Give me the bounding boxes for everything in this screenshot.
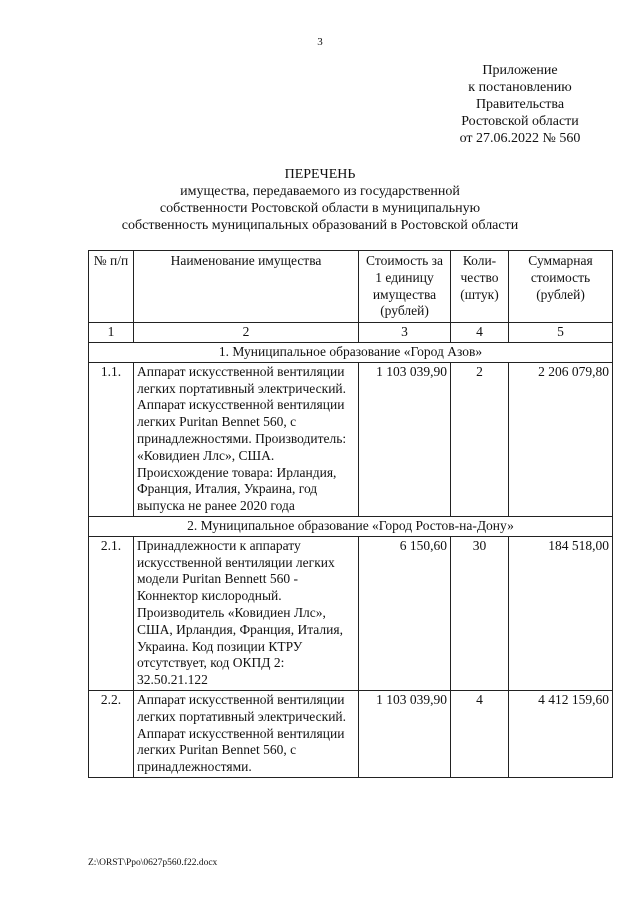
file-path-footer: Z:\ORST\Ppo\0627p560.f22.docx — [88, 858, 218, 868]
col-number: 1 — [89, 323, 134, 343]
row-unit-cost: 6 150,60 — [359, 536, 451, 690]
appendix-line: Правительства — [475, 97, 565, 112]
row-total: 2 206 079,80 — [509, 362, 613, 516]
appendix-line: Приложение — [482, 63, 558, 78]
section-row — [89, 342, 613, 362]
header-unit-cost: Стоимость за 1 единицу имущества (рублей) — [359, 251, 451, 323]
row-qty: 30 — [451, 536, 509, 690]
row-unit-cost: 1 103 039,90 — [359, 690, 451, 777]
row-total: 4 412 159,60 — [509, 690, 613, 777]
section-title: 1. Муниципальное образование «Город Азов» — [89, 342, 613, 362]
col-number: 2 — [134, 323, 359, 343]
row-no: 1.1. — [89, 362, 134, 516]
table-row — [89, 362, 613, 516]
title-line: имущества, передаваемого из государственной — [180, 184, 460, 199]
appendix-block — [440, 62, 600, 147]
section-row — [89, 516, 613, 536]
header-no: № п/п — [89, 251, 134, 323]
row-no: 2.2. — [89, 690, 134, 777]
col-number: 5 — [509, 323, 613, 343]
title-line: собственность муниципальных образований в Ростовской области — [121, 218, 519, 233]
header-qty: Коли-чество (штук) — [451, 251, 509, 323]
property-table — [88, 250, 613, 778]
table-header-row — [89, 251, 613, 323]
column-number-row — [89, 323, 613, 343]
col-number: 3 — [359, 323, 451, 343]
row-unit-cost: 1 103 039,90 — [359, 362, 451, 516]
row-name: Аппарат искусственной вентиляции легких портативный электрический. Аппарат искусственной вентиляции легких Puritan Bennet 560, с принадлежностями. Производитель: «Ковидиен Ллс», США. Происхождение товара: Ирландия, Франция, Италия, Украина, год выпуска не ранее 2020 года — [134, 362, 359, 516]
row-no: 2.1. — [89, 536, 134, 690]
appendix-date: от 27.06.2022 № 560 — [459, 131, 581, 146]
row-qty: 2 — [451, 362, 509, 516]
row-name: Аппарат искусственной вентиляции легких портативный электрический. Аппарат искусственной вентиляции легких Puritan Bennet 560, с принадлежностями. — [134, 690, 359, 777]
row-total: 184 518,00 — [509, 536, 613, 690]
title-line: собственности Ростовской области в муниципальную — [159, 201, 481, 216]
section-title: 2. Муниципальное образование «Город Ростов-на-Дону» — [89, 516, 613, 536]
title-heading: ПЕРЕЧЕНЬ — [284, 167, 356, 182]
table-row — [89, 690, 613, 777]
header-total: Суммарная стоимость (рублей) — [509, 251, 613, 323]
table-row — [89, 536, 613, 690]
document-title — [0, 166, 640, 234]
appendix-line: к постановлению — [468, 80, 572, 95]
row-qty: 4 — [451, 690, 509, 777]
page-number: 3 — [317, 36, 323, 48]
header-name: Наименование имущества — [134, 251, 359, 323]
col-number: 4 — [451, 323, 509, 343]
row-name: Принадлежности к аппарату искусственной вентиляции легких модели Puritan Bennett 560 - Коннектор кислородный. Производитель «Ковидиен Ллс», США, Ирландия, Франция, Италия, Украина. Код позиции КТРУ отсутствует, код ОКПД 2: 32.50.21.122 — [134, 536, 359, 690]
appendix-line: Ростовской области — [461, 114, 579, 129]
